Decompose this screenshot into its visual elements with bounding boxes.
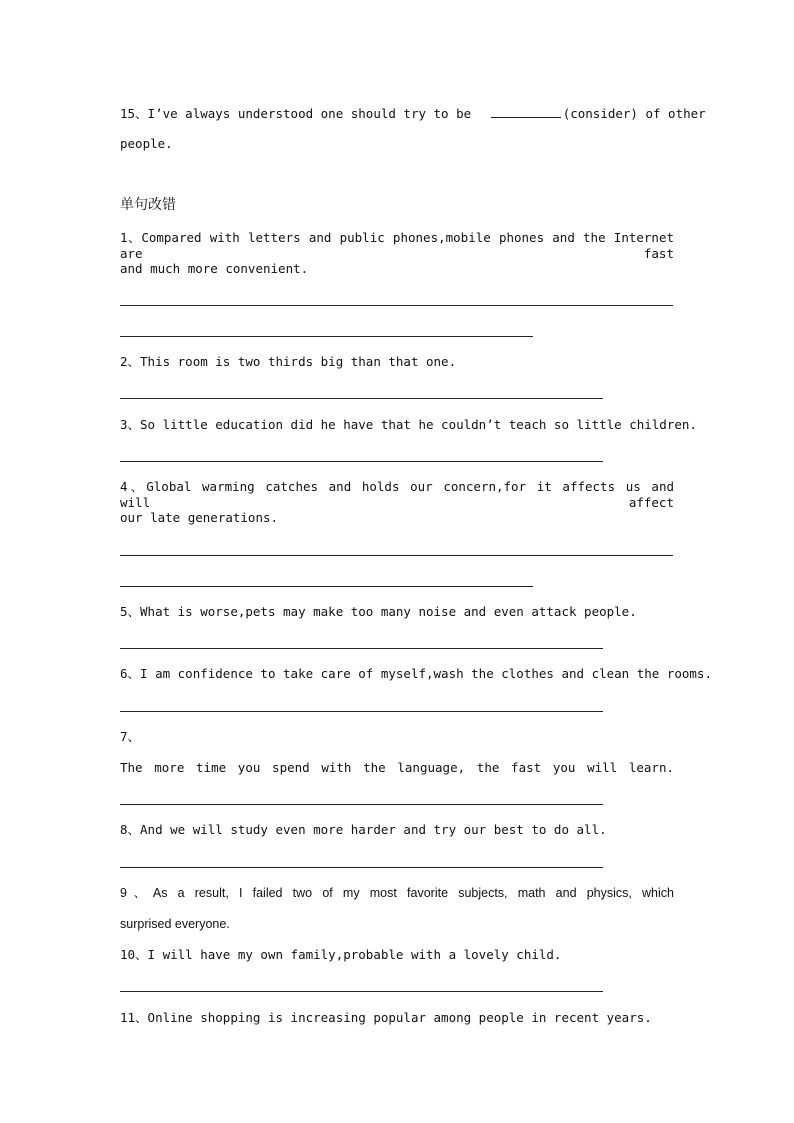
answer-line[interactable] [120, 991, 603, 992]
item-8-line1: 8、And we will study even more harder and try our best to do all. [120, 822, 607, 837]
item-3-line1: 3、So little education did he have that he couldn’t teach so little children. [120, 417, 697, 432]
answer-line[interactable] [120, 305, 673, 306]
item-7-line1: The more time you spend with the language, the fast you will learn. [120, 760, 674, 775]
fill-in-blank[interactable] [491, 105, 561, 118]
item-1-line2: and much more convenient. [120, 261, 309, 276]
item-4-line1: 4、Global warming catches and holds our concern,for it affects us and will affect [120, 479, 674, 510]
item-6-line1: 6、I am confidence to take care of myself,wash the clothes and clean the rooms. [120, 666, 712, 681]
answer-line[interactable] [120, 711, 603, 712]
question-15-line2: people. [120, 136, 173, 151]
item-5-line1: 5、What is worse,pets may make too many noise and even attack people. [120, 604, 637, 619]
answer-line[interactable] [120, 867, 603, 868]
answer-line[interactable] [120, 555, 673, 556]
item-4-line2: our late generations. [120, 510, 279, 525]
answer-line[interactable] [120, 336, 533, 337]
answer-line[interactable] [120, 804, 603, 805]
question-15-hint: (consider) of other [562, 106, 706, 121]
item-10-line1: 10、I will have my own family,probable with a lovely child. [120, 947, 562, 962]
item-2-line1: 2、This room is two thirds big than that one. [120, 354, 457, 369]
answer-line[interactable] [120, 586, 533, 587]
item-7-number: 7、 [120, 729, 141, 744]
item-11-line1: 11、Online shopping is increasing popular among people in recent years. [120, 1010, 652, 1025]
question-15-text: 15、I’ve always understood one should try to be [120, 106, 472, 121]
item-9-line2: surprised everyone. [120, 917, 230, 931]
answer-line[interactable] [120, 648, 603, 649]
answer-line[interactable] [120, 461, 603, 462]
section-title: 单句改错 [120, 197, 176, 213]
answer-line[interactable] [120, 398, 603, 399]
item-9-line1: 9、As a result, I failed two of my most favorite subjects, math and physics, which [120, 886, 674, 900]
question-15-line1 [120, 105, 706, 122]
item-1-line1: 1、Compared with letters and public phones,mobile phones and the Internet are fast [120, 230, 674, 261]
